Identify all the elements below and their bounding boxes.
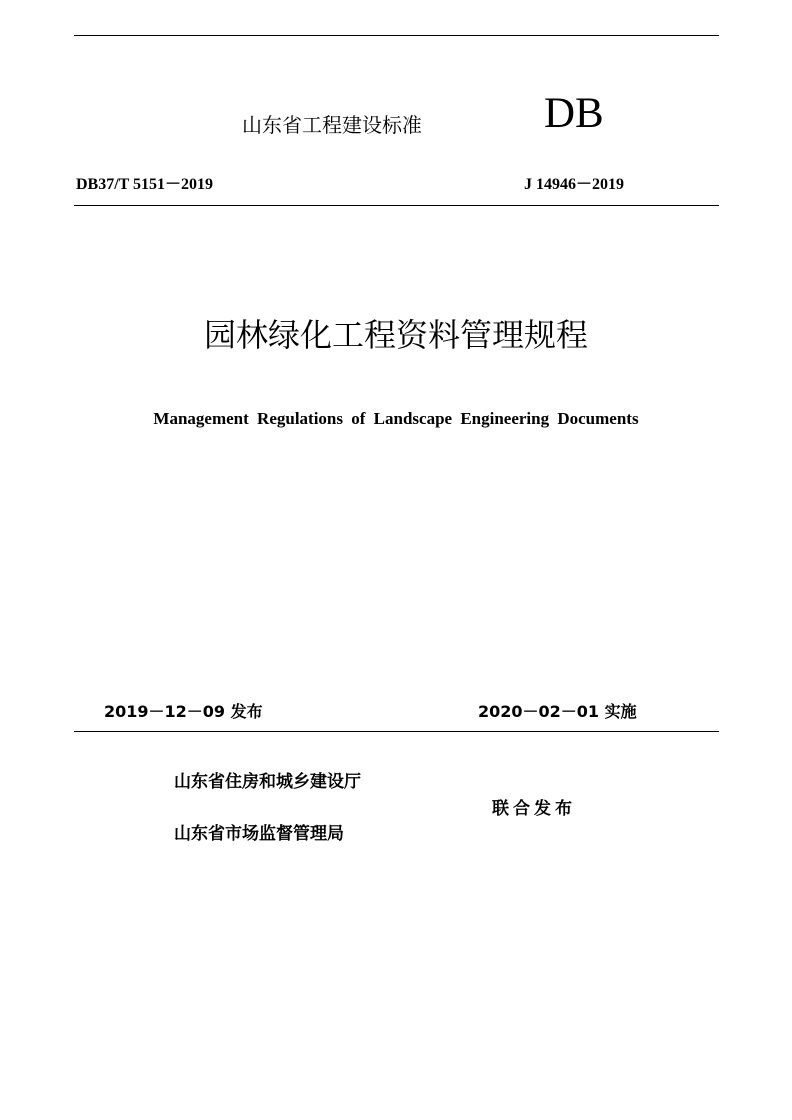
footer-rule xyxy=(74,731,719,732)
joint-publish-label: 联合发布 xyxy=(492,799,576,819)
record-number: J 14946－2019 xyxy=(524,176,625,193)
header-rule xyxy=(74,205,719,206)
document-title-chinese: 园林绿化工程资料管理规程 xyxy=(203,316,588,354)
db-mark: DB xyxy=(544,90,604,137)
issuer-market-regulation-bureau: 山东省市场监督管理局 xyxy=(174,824,344,844)
issuer-housing-department: 山东省住房和城乡建设厅 xyxy=(174,772,361,792)
implement-date: 2020－02－01 实施 xyxy=(478,702,637,721)
standard-number: DB37/T 5151－2019 xyxy=(76,176,214,193)
top-rule xyxy=(74,35,719,36)
document-title-english: Management Regulations of Landscape Engineering Documents xyxy=(153,409,639,428)
standard-category: 山东省工程建设标准 xyxy=(242,113,422,137)
publish-date: 2019－12－09 发布 xyxy=(104,702,263,721)
